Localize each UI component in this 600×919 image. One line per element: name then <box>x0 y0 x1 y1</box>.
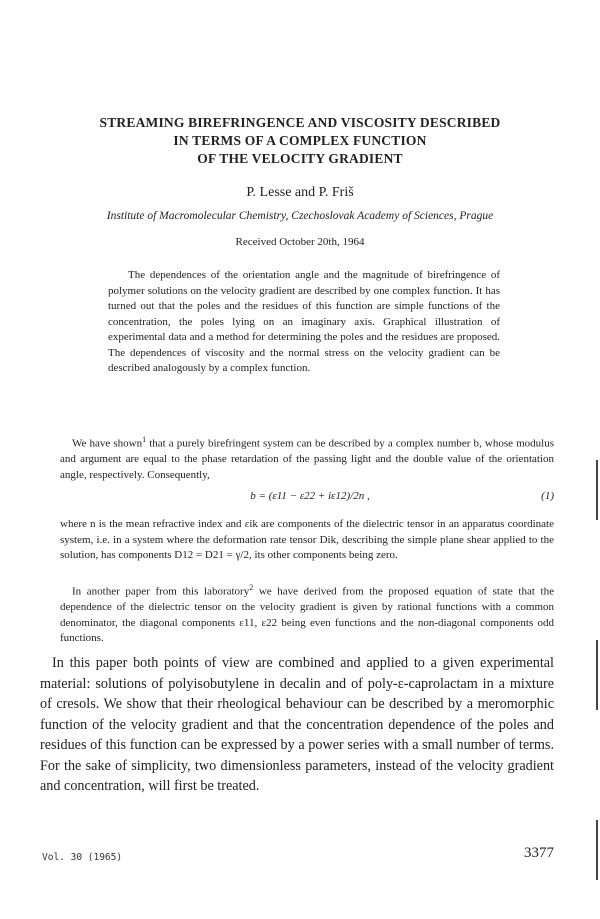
paragraph-3 <box>60 580 554 647</box>
title-line-3: OF THE VELOCITY GRADIENT <box>197 151 403 166</box>
equation-number: (1) <box>541 490 554 502</box>
paragraph-1-text-b: that a purely birefringent system can be described by a complex number b, whose modulus and argument are equal to the phase retardation of the passing light and the double value of the orientation angle, respectively. Consequently, <box>60 437 554 481</box>
paragraph-3-text-b: we have derived from the proposed equation of state that the dependence of the dielectric tensor on the velocity gradient is given by rational functions with a common denominator, the diagonal components ε11, ε22 being even functions and the non-diagonal components odd functions. <box>60 585 554 645</box>
title-line-2: IN TERMS OF A COMPLEX FUNCTION <box>173 133 427 148</box>
authors: P. Lesse and P. Friš <box>246 185 354 200</box>
abstract: The dependences of the orientation angle and the magnitude of birefringence of polymer solutions on the velocity gradient are described by one complex function. It has turned out that the poles and the residues of this function are simple functions of the concentration, the poles lying on an imaginary axis. Graphical illustration of experimental data and a method for determining the poles and the residues are proposed. The dependences of viscosity and the normal stress on the velocity gradient can be described analogously by a complex function. <box>108 269 500 374</box>
scan-edge-mark <box>596 820 598 880</box>
title-line-1: STREAMING BIREFRINGENCE AND VISCOSITY DESCRIBED <box>99 115 501 130</box>
received-date: Received October 20th, 1964 <box>235 236 365 248</box>
affiliation: Institute of Macromolecular Chemistry, Czechoslovak Academy of Sciences, Prague <box>106 210 494 222</box>
paragraph-1-text-a: We have shown <box>72 437 143 450</box>
paragraph-3-text-a: In another paper from this laboratory <box>72 585 250 598</box>
volume-footer: Vol. 30 (1965) <box>42 852 123 863</box>
page-number: 3377 <box>524 845 554 861</box>
scan-edge-mark <box>596 460 598 520</box>
paragraph-1 <box>60 432 554 483</box>
scan-edge-mark <box>596 640 598 710</box>
paragraph-4: In this paper both points of view are combined and applied to a given experimental material: solutions of polyisobutylene in decalin and of poly-ε-caprolactam in a mixture of cresols. We show that their rheological behaviour can be described by a meromorphic function of the velocity gradient and that the concentration dependence of the poles and residues of this function can be expressed by a power series with a small number of terms. For the sake of simplicity, two dimensionless parameters, instead of the velocity gradient and concentration, will first be treated. <box>40 655 554 794</box>
equation-expression: b = (ε11 − ε22 + iε12)/2n , <box>250 490 370 502</box>
paragraph-2: where n is the mean refractive index and εik are components of the dielectric tensor in an apparatus coordinate system, i.e. in a system where the deformation rate tensor Dik, describing the simple plane shear applied to the solution, has components D12 = D21 = γ/2, its other components being zero. <box>60 518 554 561</box>
footnote-ref-2: 2 <box>249 583 254 592</box>
footnote-ref-1: 1 <box>142 435 147 444</box>
paper-title <box>60 114 540 168</box>
